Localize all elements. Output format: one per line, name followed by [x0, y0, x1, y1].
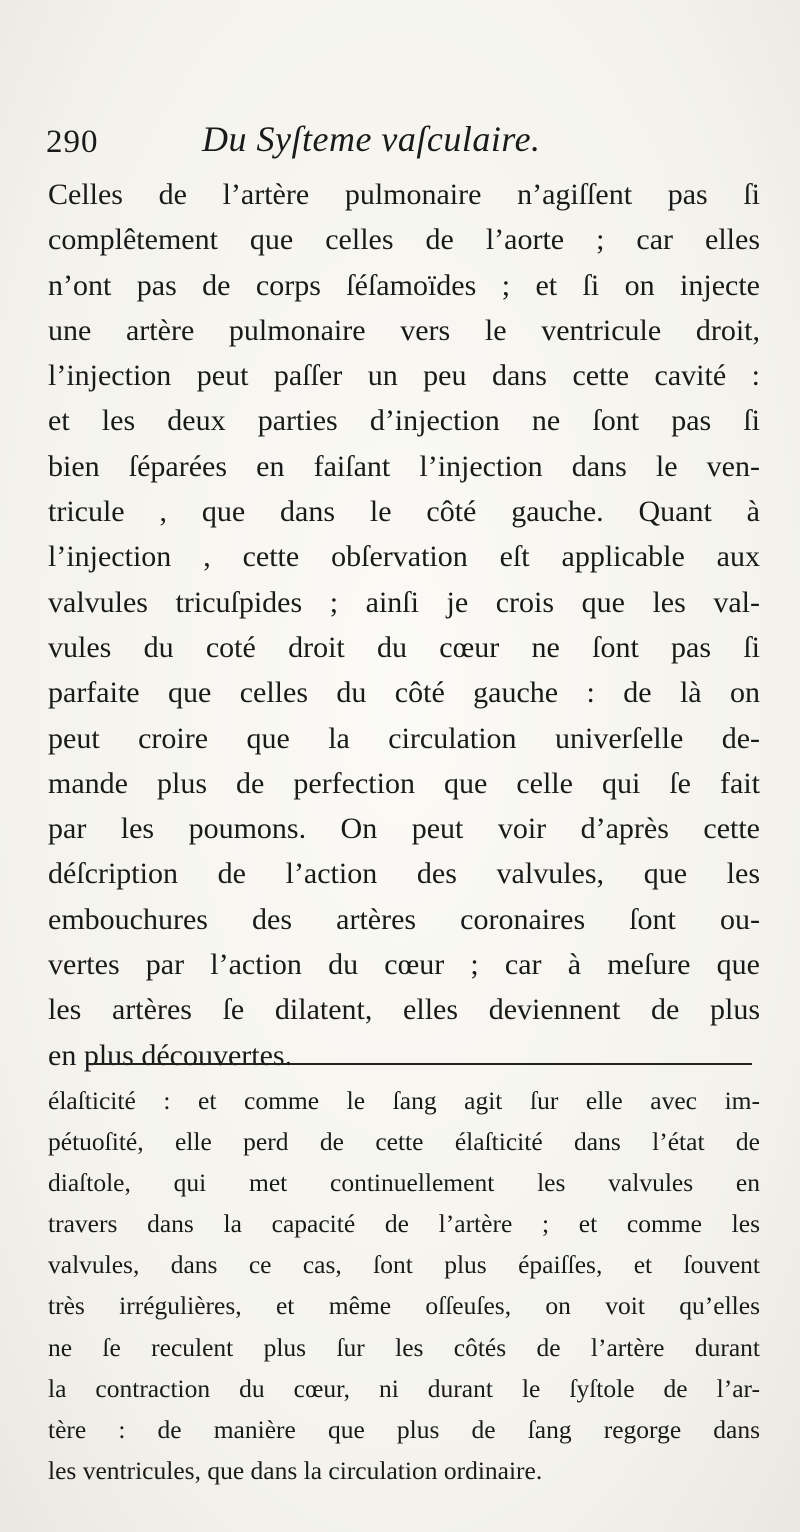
footnote-line: élaſticité : et comme le ſang agit ſur elle avec im-	[48, 1086, 760, 1115]
running-title: Du Syſteme vaſculaire.	[202, 119, 541, 159]
main-text-line: peut croire que la circulation univerſelle de-	[48, 721, 760, 755]
footnote-line: la contraction du cœur, ni durant le ſyſtole de l’ar-	[48, 1373, 760, 1403]
footnote-line: pétuoſité, elle perd de cette élaſticité dans l’état de	[48, 1127, 760, 1157]
footnote-line: ne ſe reculent plus ſur les côtés de l’artère durant	[48, 1332, 760, 1362]
main-text-line: l’injection peut paſſer un peu dans cette cavité :	[48, 359, 760, 393]
main-text-line: valvules tricuſpides ; ainſi je crois que les val-	[48, 585, 760, 619]
main-text-line: complêtement que celles de l’aorte ; car elles	[48, 223, 760, 257]
footnote-line: diaſtole, qui met continuellement les valvules en	[48, 1168, 760, 1198]
main-text-line: déſcription de l’action des valvules, que les	[48, 857, 760, 891]
main-text-line: Celles de l’artère pulmonaire n’agiſſent pas ſi	[48, 178, 760, 211]
footnote-line: valvules, dans ce cas, ſont plus épaiſſes, et ſouvent	[48, 1250, 760, 1280]
main-text	[48, 172, 760, 1078]
main-text-line: mande plus de perfection que celle qui ſe fait	[48, 766, 760, 800]
main-text-line: tricule , que dans le côté gauche. Quant à	[48, 495, 760, 529]
main-text-line: et les deux parties d’injection ne ſont pas ſi	[48, 404, 760, 438]
footnote-text	[48, 1080, 760, 1491]
running-head	[46, 118, 766, 166]
main-text-line: par les poumons. On peut voir d’après cette	[48, 812, 760, 846]
main-text-line: parfaite que celles du côté gauche : de là on	[48, 676, 760, 710]
main-text-line: bien ſéparées en faiſant l’injection dans le ven-	[48, 449, 760, 483]
footnote-line: tère : de manière que plus de ſang regorge dans	[48, 1414, 760, 1444]
footnote-divider	[88, 1063, 752, 1065]
footnote-line: très irrégulières, et même oſſeuſes, on voit qu’elles	[48, 1291, 760, 1321]
footnote-line: les ventricules, que dans la circulation ordinaire.	[48, 1455, 543, 1485]
main-text-line: une artère pulmonaire vers le ventricule droit,	[48, 313, 760, 347]
main-text-line: l’injection , cette obſervation eſt applicable aux	[48, 540, 760, 574]
page-number: 290	[46, 124, 99, 160]
main-text-line: vules du coté droit du cœur ne ſont pas ſi	[48, 630, 760, 664]
main-text-line: les artères ſe dilatent, elles deviennent de plus	[48, 993, 760, 1027]
main-text-line: embouchures des artères coronaires ſont ou-	[48, 902, 760, 936]
footnote-line: travers dans la capacité de l’artère ; et comme les	[48, 1209, 760, 1239]
main-text-line: en plus découvertes.	[48, 1038, 293, 1072]
main-text-line: vertes par l’action du cœur ; car à meſure que	[48, 948, 760, 982]
main-text-line: n’ont pas de corps ſéſamoïdes ; et ſi on injecte	[48, 268, 760, 302]
